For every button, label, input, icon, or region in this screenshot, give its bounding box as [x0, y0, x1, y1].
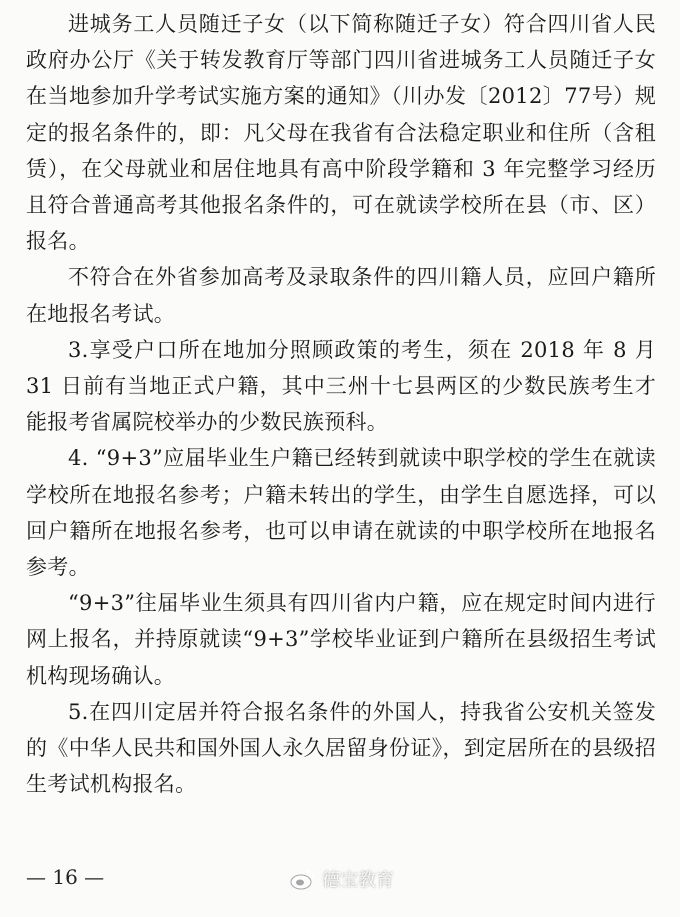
paragraph-9-3-graduates: “9+3”往届毕业生须具有四川省内户籍，应在规定时间内进行网上报名，并持原就读“9+3”学校毕业证到户籍所在县级招生考试机构现场确认。 [26, 591, 656, 688]
paragraph-item-3: 3.享受户口所在地加分照顾政策的考生，须在 2018 年 8 月 31 日前有当地正式户籍，其中三州十七县两区的少数民族考生才能报考省属院校举办的少数民族预科。 [26, 337, 656, 435]
page-number: — 16 — [26, 865, 105, 889]
paragraph-migrant-children: 进城务工人员随迁子女（以下简称随迁子女）符合四川省人民政府办公厅《关于转发教育厅等部门四川省进城务工人员随迁子女在当地参加升学考试实施方案的通知》（川办发〔2012〕77号）规定的报名条件的，即：凡父母在我省有合法稳定职业和住所（含租赁），在父母就业和居住地具有高中阶段学籍和 3 年完整学习经历且符合普通高考其他报名条件的，可在就读学校所在县（市、区）报名。 [26, 12, 656, 254]
watermark-text: 德宝教育 [322, 870, 394, 891]
document-body [26, 6, 656, 802]
paragraph-item-5: 5.在四川定居并符合报名条件的外国人，持我省公安机关签发的《中华人民共和国外国人永久居留身份证》，到定居所在的县级招生考试机构报名。 [26, 699, 656, 797]
watermark [290, 866, 394, 892]
paragraph-item-4: 4. “9+3”应届毕业生户籍已经转到就读中职学校的学生在就读学校所在地报名参考；户籍未转出的学生，由学生自愿选择，可以回户籍所在地报名参考，也可以申请在就读的中职学校所在地报名参考。 [26, 446, 656, 580]
weibo-icon [290, 868, 316, 890]
paragraph-return-household: 不符合在外省参加高考及录取条件的四川籍人员，应回户籍所在地报名考试。 [26, 265, 656, 326]
